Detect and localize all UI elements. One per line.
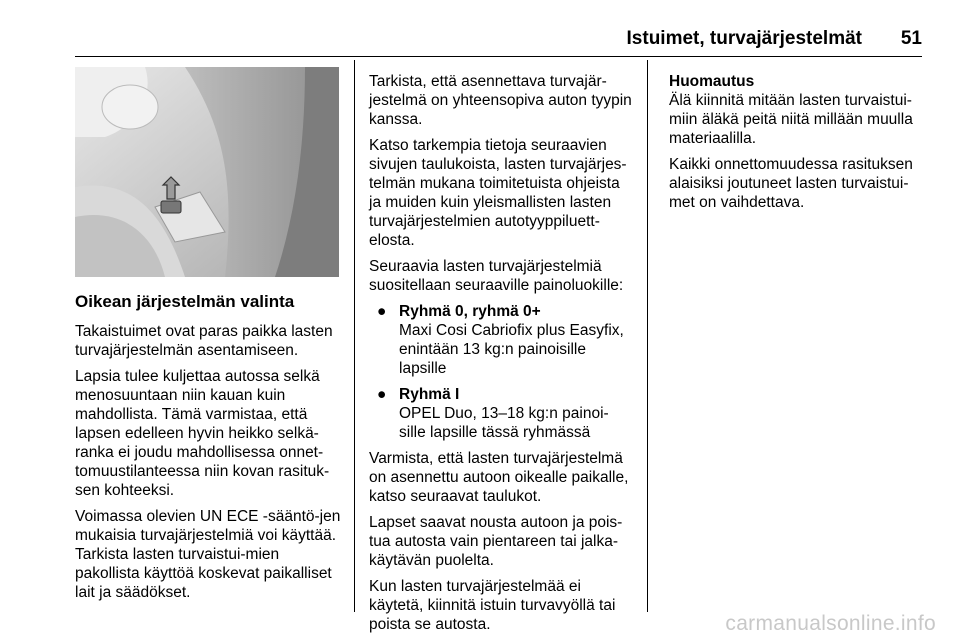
group-title: Ryhmä 0, ryhmä 0+ — [399, 303, 541, 320]
column-divider-right — [647, 60, 648, 612]
paragraph: Kun lasten turvajärjestelmää ei käytetä, kiinnitä istuin turvavyöllä tai poista se autosta. — [369, 578, 616, 633]
column-right — [669, 72, 931, 219]
paragraph: Voimassa olevien UN ECE -sääntö-jen mukaisia turvajärjestelmiä voi käyttää. Tarkista lasten turvaistui-mien pakollista käyttöä koskevat paikalliset lait ja säädökset. — [75, 508, 341, 601]
header-rule — [75, 56, 922, 57]
column-left — [75, 292, 341, 609]
group-description: Maxi Cosi Cabriofix plus Easyfix, enintään 13 kg:n painoisille lapsille — [399, 322, 624, 377]
header-title: Istuimet, turvajärjestelmät — [626, 28, 862, 49]
note-title: Huomautus — [669, 73, 755, 90]
note — [669, 72, 931, 148]
paragraph: Lapset saavat nousta autoon ja pois-tua autosta vain pientareen tai jalka-käytävän puolelta. — [369, 514, 623, 569]
bullet-icon: ● — [377, 386, 387, 403]
paragraph: Seuraavia lasten turvajärjestelmiä suositellaan seuraaville painoluokille: — [369, 258, 624, 294]
list-item — [369, 385, 635, 442]
paragraph: Takaistuimet ovat paras paikka lasten turvajärjestelmän asentamiseen. — [75, 323, 333, 359]
note-text: Älä kiinnitä mitään lasten turvaistui-miin äläkä peitä niitä millään muulla materiaalilla. — [669, 92, 913, 147]
page-header — [75, 28, 922, 54]
watermark-link[interactable]: carmanualsonline.info — [725, 612, 936, 635]
list-item — [369, 302, 635, 378]
group-description: OPEL Duo, 13–18 kg:n painoi-sille lapsille tässä ryhmässä — [399, 405, 609, 441]
paragraph: Kaikki onnettomuudessa rasituksen alaisiksi joutuneet lasten turvaistui-met on vaihdettava. — [669, 156, 913, 211]
column-divider-left — [354, 60, 355, 612]
bullet-icon: ● — [377, 303, 387, 320]
weight-group-list — [369, 302, 635, 442]
paragraph: Katso tarkempia tietoja seuraavien sivujen taulukoista, lasten turvajärjes-telmän mukana toimitetuista ohjeista ja muiden kuin yleismallisten lasten turvajärjestelmien autotyyppiluett-elosta. — [369, 137, 627, 249]
paragraph: Tarkista, että asennettava turvajär-jestelmä on yhteensopiva auton tyypin kanssa. — [369, 73, 632, 128]
page-number: 51 — [900, 28, 922, 49]
paragraph: Varmista, että lasten turvajärjestelmä on asennettu autoon oikealle paikalle, katso seuraavat taulukot. — [369, 450, 629, 505]
group-title: Ryhmä I — [399, 386, 460, 403]
child-seat-anchor-photo — [75, 67, 339, 277]
column-middle — [369, 72, 635, 641]
section-heading: Oikean järjestelmän valinta — [75, 292, 295, 311]
paragraph: Lapsia tulee kuljettaa autossa selkä menosuuntaan niin kauan kuin mahdollista. Tämä varmistaa, että lapsen edelleen hyvin heikko selkä-ranka ei joudu mahdollisessa onnet-tomuustilanteessa niin kovan rasituk-sen kohteeksi. — [75, 368, 330, 499]
